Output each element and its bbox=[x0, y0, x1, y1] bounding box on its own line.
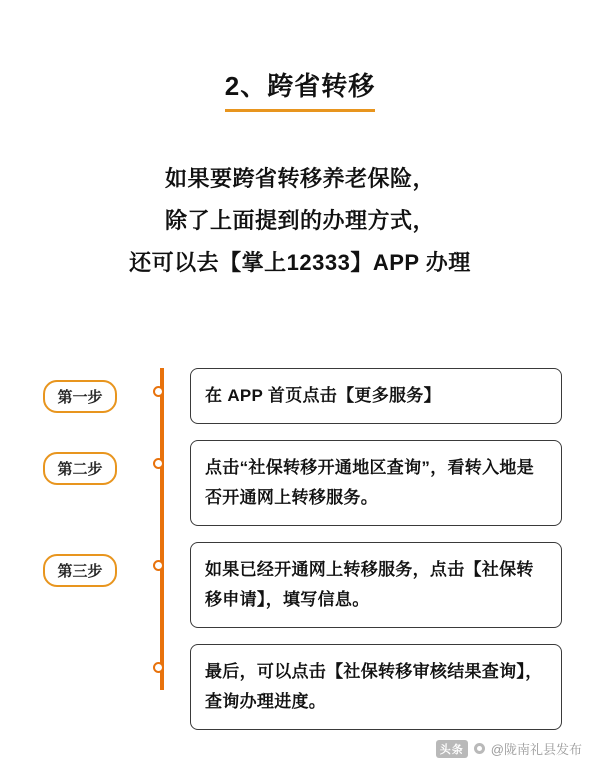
intro-line-1: 如果要跨省转移养老保险， bbox=[164, 166, 435, 191]
page-title-container bbox=[0, 66, 600, 112]
step-card-3: 如果已经开通网上转移服务，点击【社保转移申请】，填写信息。 bbox=[190, 542, 562, 628]
step-badge-cell bbox=[0, 368, 160, 413]
account-avatar-icon bbox=[474, 743, 485, 754]
step-badge-4 bbox=[68, 656, 92, 664]
step-card-2: 点击“社保转移开通地区查询”，看转入地是否开通网上转移服务。 bbox=[190, 440, 562, 526]
intro-paragraph bbox=[0, 158, 600, 284]
step-badge-cell bbox=[0, 542, 160, 587]
toutiao-logo-icon: 头条 bbox=[436, 740, 468, 758]
timeline-dot-icon bbox=[153, 662, 164, 673]
step-row bbox=[0, 440, 600, 526]
step-badge-1: 第一步 bbox=[43, 380, 116, 413]
step-badge-cell bbox=[0, 440, 160, 485]
step-row bbox=[0, 368, 600, 424]
timeline-dot-icon bbox=[153, 458, 164, 469]
timeline-dot-icon bbox=[153, 386, 164, 397]
page-title: 2、跨省转移 bbox=[225, 66, 375, 112]
step-card-1: 在 APP 首页点击【更多服务】 bbox=[190, 368, 562, 424]
step-card-4: 最后，可以点击【社保转移审核结果查询】，查询办理进度。 bbox=[190, 644, 562, 730]
steps-flow bbox=[0, 368, 600, 711]
footer-source-label: @陇南礼县发布 bbox=[490, 742, 582, 757]
step-badge-2: 第二步 bbox=[43, 452, 116, 485]
step-badge-cell bbox=[0, 644, 160, 664]
steps-list bbox=[0, 368, 600, 746]
step-row bbox=[0, 542, 600, 628]
footer-watermark bbox=[436, 739, 582, 758]
step-row bbox=[0, 644, 600, 730]
intro-line-3: 还可以去【掌上12333】APP 办理 bbox=[129, 250, 471, 275]
intro-line-2: 除了上面提到的办理方式， bbox=[164, 208, 435, 233]
step-badge-3: 第三步 bbox=[43, 554, 116, 587]
timeline-dot-icon bbox=[153, 560, 164, 571]
